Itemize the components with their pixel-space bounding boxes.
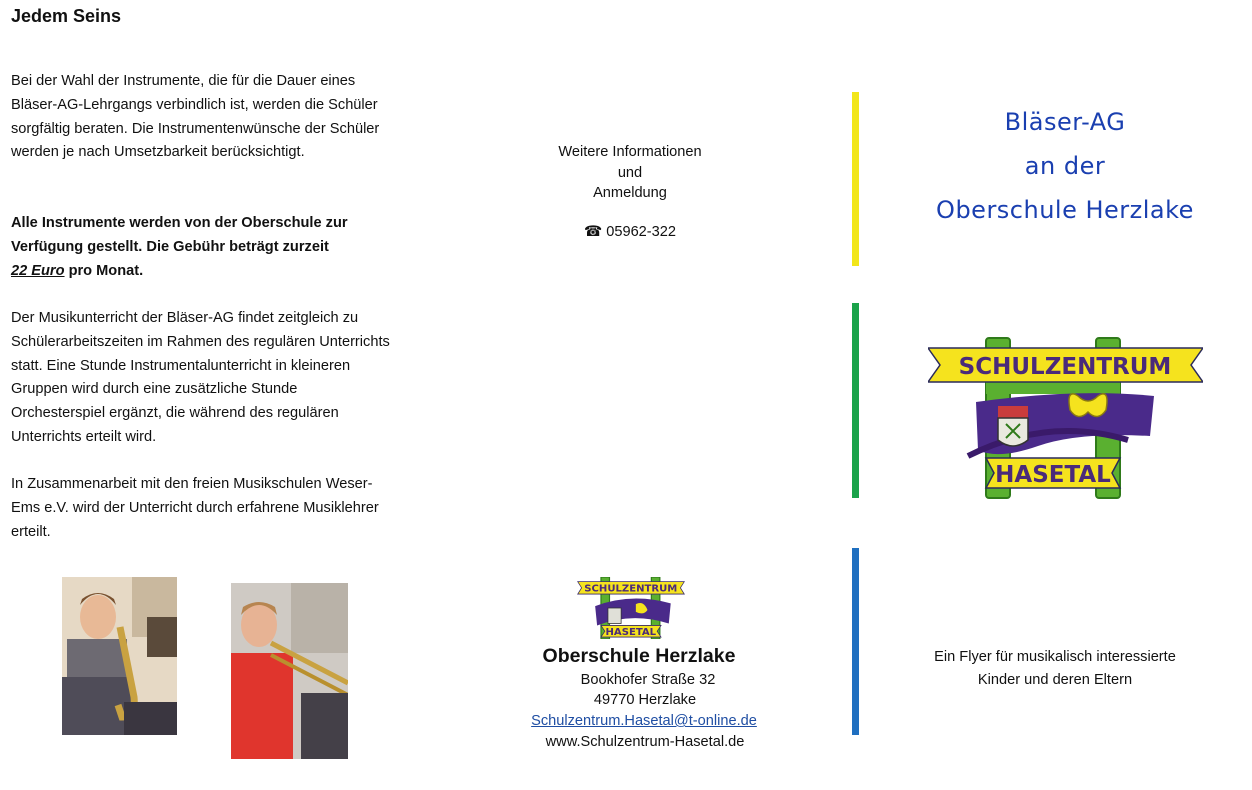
- photo-saxophone-student: [62, 577, 177, 735]
- school-name: Oberschule Herzlake: [542, 645, 736, 667]
- paragraph-instrument-choice: Bei der Wahl der Instrumente, die für die Dauer eines Bläser-AG-Lehrgangs verbindlich ist, werden die Schüler sorgfältig beraten. Die Instrumentenwünsche der Schüler werden je nach Umsetzbarkeit berücksichtigt.: [11, 73, 380, 161]
- paragraph-fee: [11, 212, 391, 283]
- title-line-3: Oberschule Herzlake: [936, 196, 1194, 224]
- info-line-3: Anmeldung: [593, 185, 667, 201]
- email-line: [500, 711, 788, 732]
- school-logo-large: [928, 336, 1203, 500]
- logo-large-bottom-text: HASETAL: [995, 462, 1111, 488]
- address-street: Bookhofer Straße 32: [580, 672, 716, 688]
- email-link[interactable]: Schulzentrum.Hasetal@t-online.de: [531, 713, 757, 729]
- fee-amount: 22 Euro: [11, 262, 65, 279]
- divider-bar-green: [852, 303, 859, 498]
- school-logo-small: [576, 577, 686, 639]
- phone-icon: ☎: [583, 224, 603, 240]
- tagline-line-1: Ein Flyer für musikalisch interessierte: [934, 649, 1176, 665]
- fee-suffix: pro Monat.: [64, 262, 144, 279]
- tagline-line-2: Kinder und deren Eltern: [977, 672, 1133, 688]
- title-line-2: an der: [1024, 152, 1106, 180]
- title-line-1: Bläser-AG: [1004, 108, 1126, 136]
- fee-text: Alle Instrumente werden von der Oberschule zur Verfügung gestellt. Die Gebühr beträgt zurzeit: [11, 215, 348, 255]
- info-block: [540, 142, 720, 204]
- info-line-2: und: [617, 164, 643, 181]
- address-city: 49770 Herzlake: [593, 692, 697, 708]
- logo-small-top-text: SCHULZENTRUM: [584, 583, 678, 595]
- phone-line: [540, 222, 720, 243]
- website-text: www.Schulzentrum-Hasetal.de: [545, 734, 745, 750]
- flyer-title: [900, 100, 1230, 232]
- section-heading: Jedem Seins: [11, 6, 122, 26]
- divider-bar-blue: [852, 548, 859, 735]
- paragraph-lessons: Der Musikunterricht der Bläser-AG findet zeitgleich zu Schülerarbeitszeiten im Rahmen des regulären Unterrichts statt. Eine Stunde Instrumentalunterricht in kleineren Gruppen wird durch eine zusätzliche Stunde Orchesterspiel ergänzt, die während des regulären Unterrichts erteilt wird.: [11, 310, 390, 445]
- flyer-tagline: [905, 646, 1205, 692]
- logo-small-bottom-text: HASETAL: [605, 627, 657, 639]
- info-line-1: Weitere Informationen: [558, 144, 702, 160]
- divider-bar-yellow: [852, 92, 859, 266]
- logo-large-top-text: SCHULZENTRUM: [958, 354, 1172, 380]
- phone-number: 05962-322: [606, 224, 677, 240]
- paragraph-cooperation: In Zusammenarbeit mit den freien Musikschulen Weser-Ems e.V. wird der Unterricht durch erfahrene Musiklehrer erteilt.: [11, 476, 379, 540]
- photo-trombone-student: [231, 583, 348, 759]
